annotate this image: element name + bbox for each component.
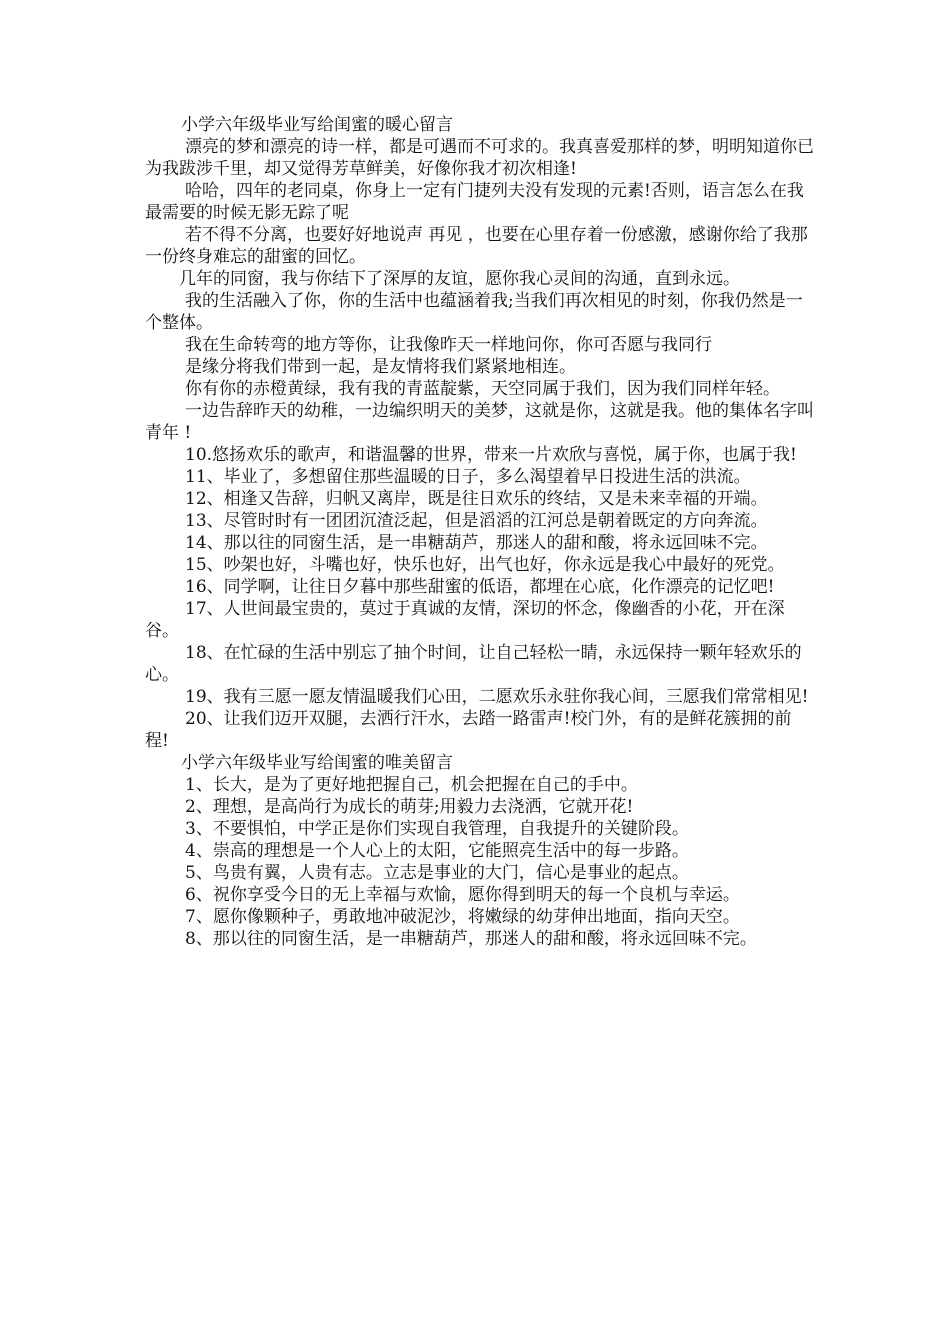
- paragraph: 哈哈，四年的老同桌，你身上一定有门捷列夫没有发现的元素!否则，语言怎么在我最需要的时候无影无踪了呢: [145, 181, 804, 223]
- paragraph: 一边告辞昨天的幼稚，一边编织明天的美梦，这就是你，这就是我。他的集体名字叫 青年 !: [145, 401, 814, 443]
- list-item: 1、长大，是为了更好地把握自己，机会把握在自己的手中。: [185, 775, 638, 795]
- list-item: 17、人世间最宝贵的，莫过于真诚的友情，深切的怀念，像幽香的小花，开在深谷。: [145, 599, 785, 641]
- paragraph: 我的生活融入了你，你的生活中也蕴涵着我;当我们再次相见的时刻，你我仍然是一个整体。: [145, 291, 803, 333]
- list-item: 15、吵架也好，斗嘴也好，快乐也好，出气也好，你永远是我心中最好的死党。: [185, 555, 785, 575]
- paragraph: 我在生命转弯的地方等你，让我像昨天一样地问你，你可否愿与我同行: [185, 335, 712, 355]
- paragraph: 是缘分将我们带到一起，是友情将我们紧紧地相连。: [185, 357, 576, 377]
- document-body: [145, 114, 815, 950]
- list-item: 3、不要惧怕，中学正是你们实现自我管理，自我提升的关键阶段。: [185, 819, 689, 839]
- list-item: 14、那以往的同窗生活，是一串糖葫芦，那迷人的甜和酸，将永远回味不完。: [185, 533, 768, 553]
- list-item: 5、鸟贵有翼，人贵有志。立志是事业的大门，信心是事业的起点。: [185, 863, 689, 883]
- list-item: 19、我有三愿一愿友情温暖我们心田，二愿欢乐永驻你我心间，三愿我们常常相见!: [185, 687, 809, 707]
- list-item: 2、理想，是高尚行为成长的萌芽;用毅力去浇洒，它就开花!: [185, 797, 634, 817]
- list-item: 16、同学啊，让往日夕暮中那些甜蜜的低语，都埋在心底，化作漂亮的记忆吧!: [185, 577, 775, 597]
- list-item: 12、相逢又告辞，归帆又离岸，既是往日欢乐的终结，又是未来幸福的开端。: [185, 489, 768, 509]
- section-title: 小学六年级毕业写给闺蜜的暖心留言: [181, 115, 453, 135]
- list-item: 4、崇高的理想是一个人心上的太阳，它能照亮生活中的每一步路。: [185, 841, 689, 861]
- list-item: 11、毕业了，多想留住那些温暖的日子，多么渴望着早日投进生活的洪流。: [185, 467, 751, 487]
- list-item: 10.悠扬欢乐的歌声，和谐温馨的世界，带来一片欢欣与喜悦，属于你，也属于我!: [185, 445, 797, 465]
- list-item: 6、祝你享受今日的无上幸福与欢愉，愿你得到明天的每一个良机与幸运。: [185, 885, 740, 905]
- paragraph: 几年的同窗，我与你结下了深厚的友谊，愿你我心灵间的沟通，直到永远。: [179, 269, 740, 289]
- section-title: 小学六年级毕业写给闺蜜的唯美留言: [181, 753, 453, 773]
- list-item: 18、在忙碌的生活中别忘了抽个时间，让自己轻松一睛，永远保持一颗年轻欢乐的心。: [145, 643, 802, 685]
- list-item: 8、那以往的同窗生活，是一串糖葫芦，那迷人的甜和酸，将永远回味不完。: [185, 929, 757, 949]
- paragraph: 你有你的赤橙黄绿，我有我的青蓝靛紫，天空同属于我们，因为我们同样年轻。: [185, 379, 780, 399]
- list-item: 20、让我们迈开双腿，去洒行汗水，去踏一路雷声!校门外，有的是鲜花簇拥的前程!: [145, 709, 792, 751]
- list-item: 13、尽管时时有一团团沉渣泛起，但是滔滔的江河总是朝着既定的方向奔流。: [185, 511, 768, 531]
- paragraph: 漂亮的梦和漂亮的诗一样，都是可遇而不可求的。我真喜爱那样的梦，明明知道你已为我跋涉千里，却又觉得芳草鲜美，好像你我才初次相逢!: [145, 137, 814, 179]
- list-item: 7、愿你像颗种子，勇敢地冲破泥沙，将嫩绿的幼芽伸出地面，指向天空。: [185, 907, 740, 927]
- paragraph: 若不得不分离，也要好好地说声 再见 ，也要在心里存着一份感激，感谢你给了我那一份终身难忘的甜蜜的回忆。: [145, 225, 808, 267]
